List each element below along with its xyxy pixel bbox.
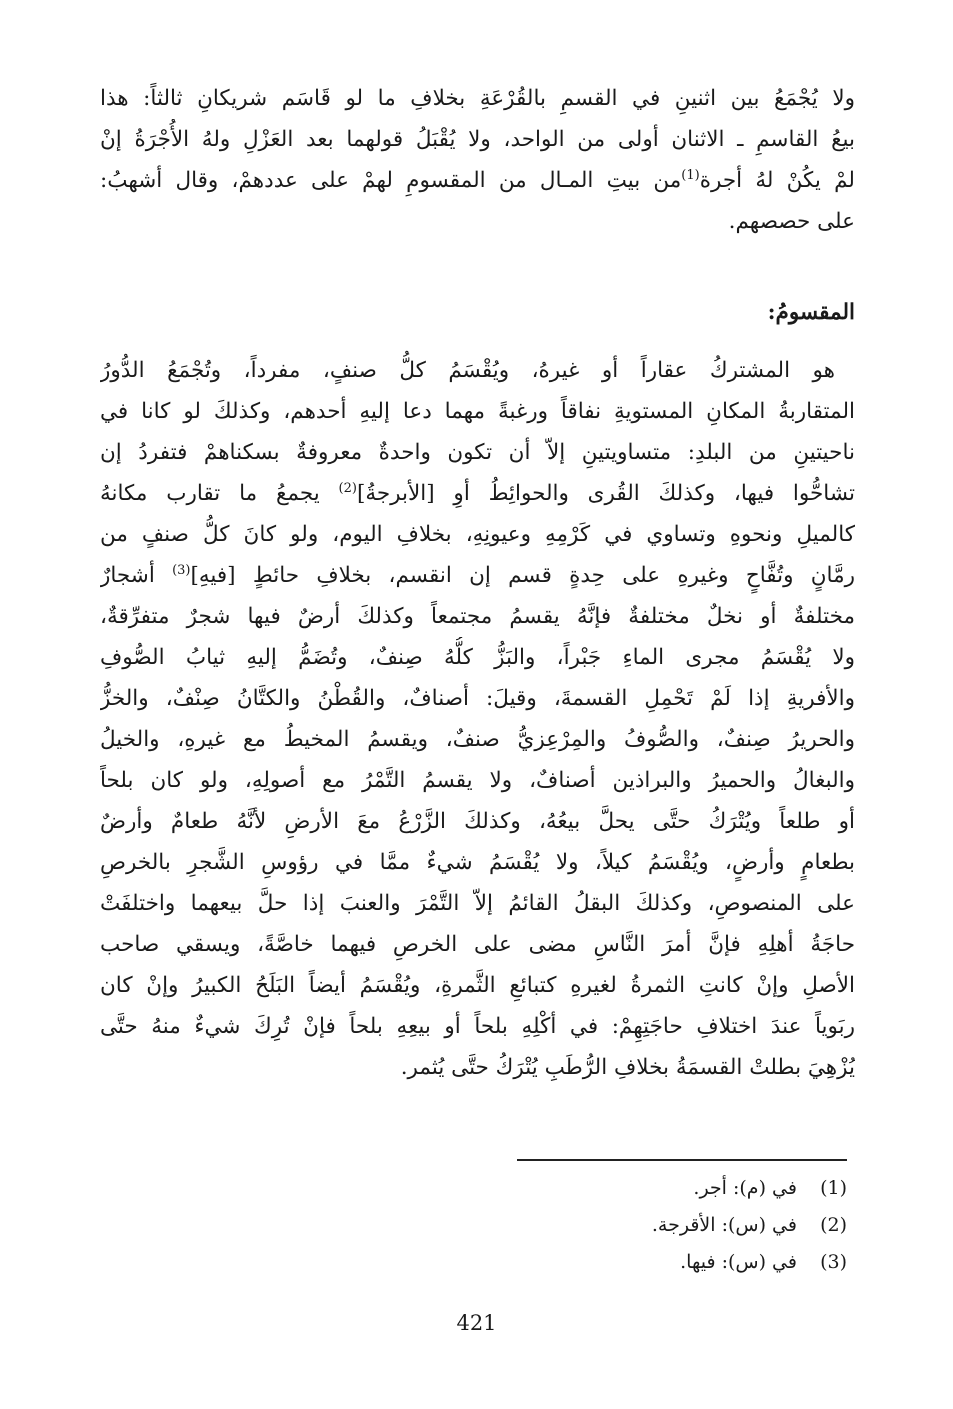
text-line: بطعامٍ وأرضٍ، ويُقْسَمُ كيلاً، ولا يُقْسَمُ شيءٌ ممَّا في رؤوسِ الشَّجرِ بالخرصِ xyxy=(100,850,855,875)
footnote-number: (3) xyxy=(820,1251,847,1273)
footnote-text: في (س): الأقرجة. xyxy=(651,1214,797,1236)
text-line: ربَوياً عندَ اختلافِ حاجَتِهِمْ: في أكْلِهِ بلحاً أو بيعِهِ بلحاً فإنْ تُرِكَ شيءٌ منهُ حتَّى xyxy=(100,1014,855,1039)
text-line: والبغالُ والحميرُ والبراذين أصنافٌ، ولا يقسمُ التَّمْرُ مع أصولِهِ، ولو كان بلحاً xyxy=(100,768,855,793)
line-segment: تشاحُّوا فيها، وكذلكَ القُرى والحوائِطُ أوِ [الأبرجةُ] xyxy=(356,481,855,506)
text-line: والأفريةِ إذا لَمْ تَحْمِلِ القسمةَ، وقيلَ: أصنافٌ، والقُطْنُ والكتَّانُ صِنْفٌ، والخزُّ xyxy=(100,686,855,711)
page-body xyxy=(100,78,855,1378)
text-line: ولا يُجْمَعُ بين اثنينِ في القسمِ بالقُرْعَةِ بخلافِ ما لو قَاسَم شريكانِ ثالثاً: هذا xyxy=(100,86,855,111)
line-segment: من بيتِ المـال من المقسومِ لهمْ على عددهمْ، وقال أشهبُ: xyxy=(100,168,682,193)
line-segment: رمَّانٍ وتُفَّاحٍ وغيرهِ على حِدةٍ قسم إن انقسم، بخلافِ حائطٍ [فيهِ] xyxy=(190,563,855,588)
text-line: على حصصهم. xyxy=(728,209,855,234)
text-line: هو المشتركُ عقاراً أو غيرهُ، ويُقْسَمُ كلُّ صنفٍ، مفرداً، وتُجْمَعُ الدُّورُ xyxy=(100,358,835,383)
text-line xyxy=(100,555,855,596)
opening-paragraph xyxy=(100,78,855,242)
footnote-ref-1[interactable]: (1) xyxy=(681,167,700,183)
footnote-text: في (م): أجر. xyxy=(693,1177,797,1199)
line-segment: يجمعُ ما تقارب مكانهُ xyxy=(100,481,339,506)
text-line: أو طلعاً ويُتْرَكُ حتَّى يحلَّ بيعُهُ، وكذلكَ الزَّرْعُ معَ الأرضِ لأنَّهُ طعامٌ وأرضٌ xyxy=(100,809,855,834)
text-line: ولا يُقْسَمُ مجرى الماءِ جَبْراً، والبَزُّ كلُّهُ صِنفٌ، وتُضَمُّ إليهِ ثيابُ الصُّوفِ xyxy=(100,645,855,670)
footnote-ref-3[interactable]: (3) xyxy=(172,562,191,578)
footnote-divider xyxy=(517,1159,847,1161)
footnote-item xyxy=(100,1207,847,1244)
footnotes xyxy=(100,1170,847,1281)
text-line: الأصلِ وإنْ كانتِ الثمرةُ لغيرهِ كتبائعِ الثَّمرةِ، ويُقْسَمُ أيضاً البَلَحُ الكبيرُ وإنْ كان xyxy=(100,973,855,998)
text-line: يُزْهِيَ بطلتْ القسمَةُ بخلافِ الرُّطَبِ يُتْرَكُ حتَّى يُثمر. xyxy=(400,1055,855,1080)
text-line: ناحيتينِ من البلدِ: متساويتينِ إلاّ أن تكون واحدةٌ معروفةٌ بسكناهمْ فتفردُ إن xyxy=(100,440,855,465)
footnote-number: (1) xyxy=(820,1177,847,1199)
text-line: والحريرُ صِنفٌ، والصُّوفُ والمِرْعِزيُّ صنفٌ، ويقسمُ المخيطُ مع غيرهِ، والخيلُ xyxy=(100,727,855,752)
text-line: كالميلِ ونحوهِ وتساوي في كَرْمِهِ وعيونِهِ، بخلافِ اليوم، ولو كانَ كلُّ صنفٍ من xyxy=(100,522,855,547)
text-line: مختلفةٌ أو نخلٌ مختلفةٌ فإنَّهُ يقسمُ مجتمعاً وكذلكَ أرضٌ فيها شجرٌ متفرِّقةٌ، xyxy=(100,604,855,629)
text-line: حاجَةُ أهلِهِ فإنَّ أمرَ النَّاسِ مضى على الخرصِ فيهما خاصَّةً، ويسقي صاحب xyxy=(100,932,855,957)
footnote-number: (2) xyxy=(820,1214,847,1236)
text-line: المتقاربةُ المكانِ المستويةِ نفاقاً ورغبةً مهما دعا إليهِ أحدهم، وكذلكَ لو كانا في xyxy=(100,399,855,424)
footnote-ref-2[interactable]: (2) xyxy=(338,480,357,496)
text-line: بيعُ القاسمِ ـ الاثنان أولى من الواحد، ولا يُقْبَلُ قولهما بعد العَزْلِ ولهُ الأُجْرَةُ إنْ xyxy=(100,127,855,152)
main-paragraph xyxy=(100,350,855,1088)
footnote-item xyxy=(100,1170,847,1207)
text-line: على المنصوصِ، وكذلكَ البقلُ القائمُ إلاّ التَّمْرَ والعنبَ إذا حلَّ بيعهما واختلفَتْ xyxy=(100,891,855,916)
line-segment: لمْ يكُنْ لهُ أجرة xyxy=(699,168,855,193)
text-line xyxy=(100,160,855,201)
section-heading: المقسومُ: xyxy=(767,300,855,325)
footnote-text: في (س): فيها. xyxy=(680,1251,797,1273)
line-segment: أشجارٌ xyxy=(100,563,173,588)
footnote-item xyxy=(100,1244,847,1281)
text-line xyxy=(100,473,855,514)
page-number: 421 xyxy=(456,1311,497,1335)
